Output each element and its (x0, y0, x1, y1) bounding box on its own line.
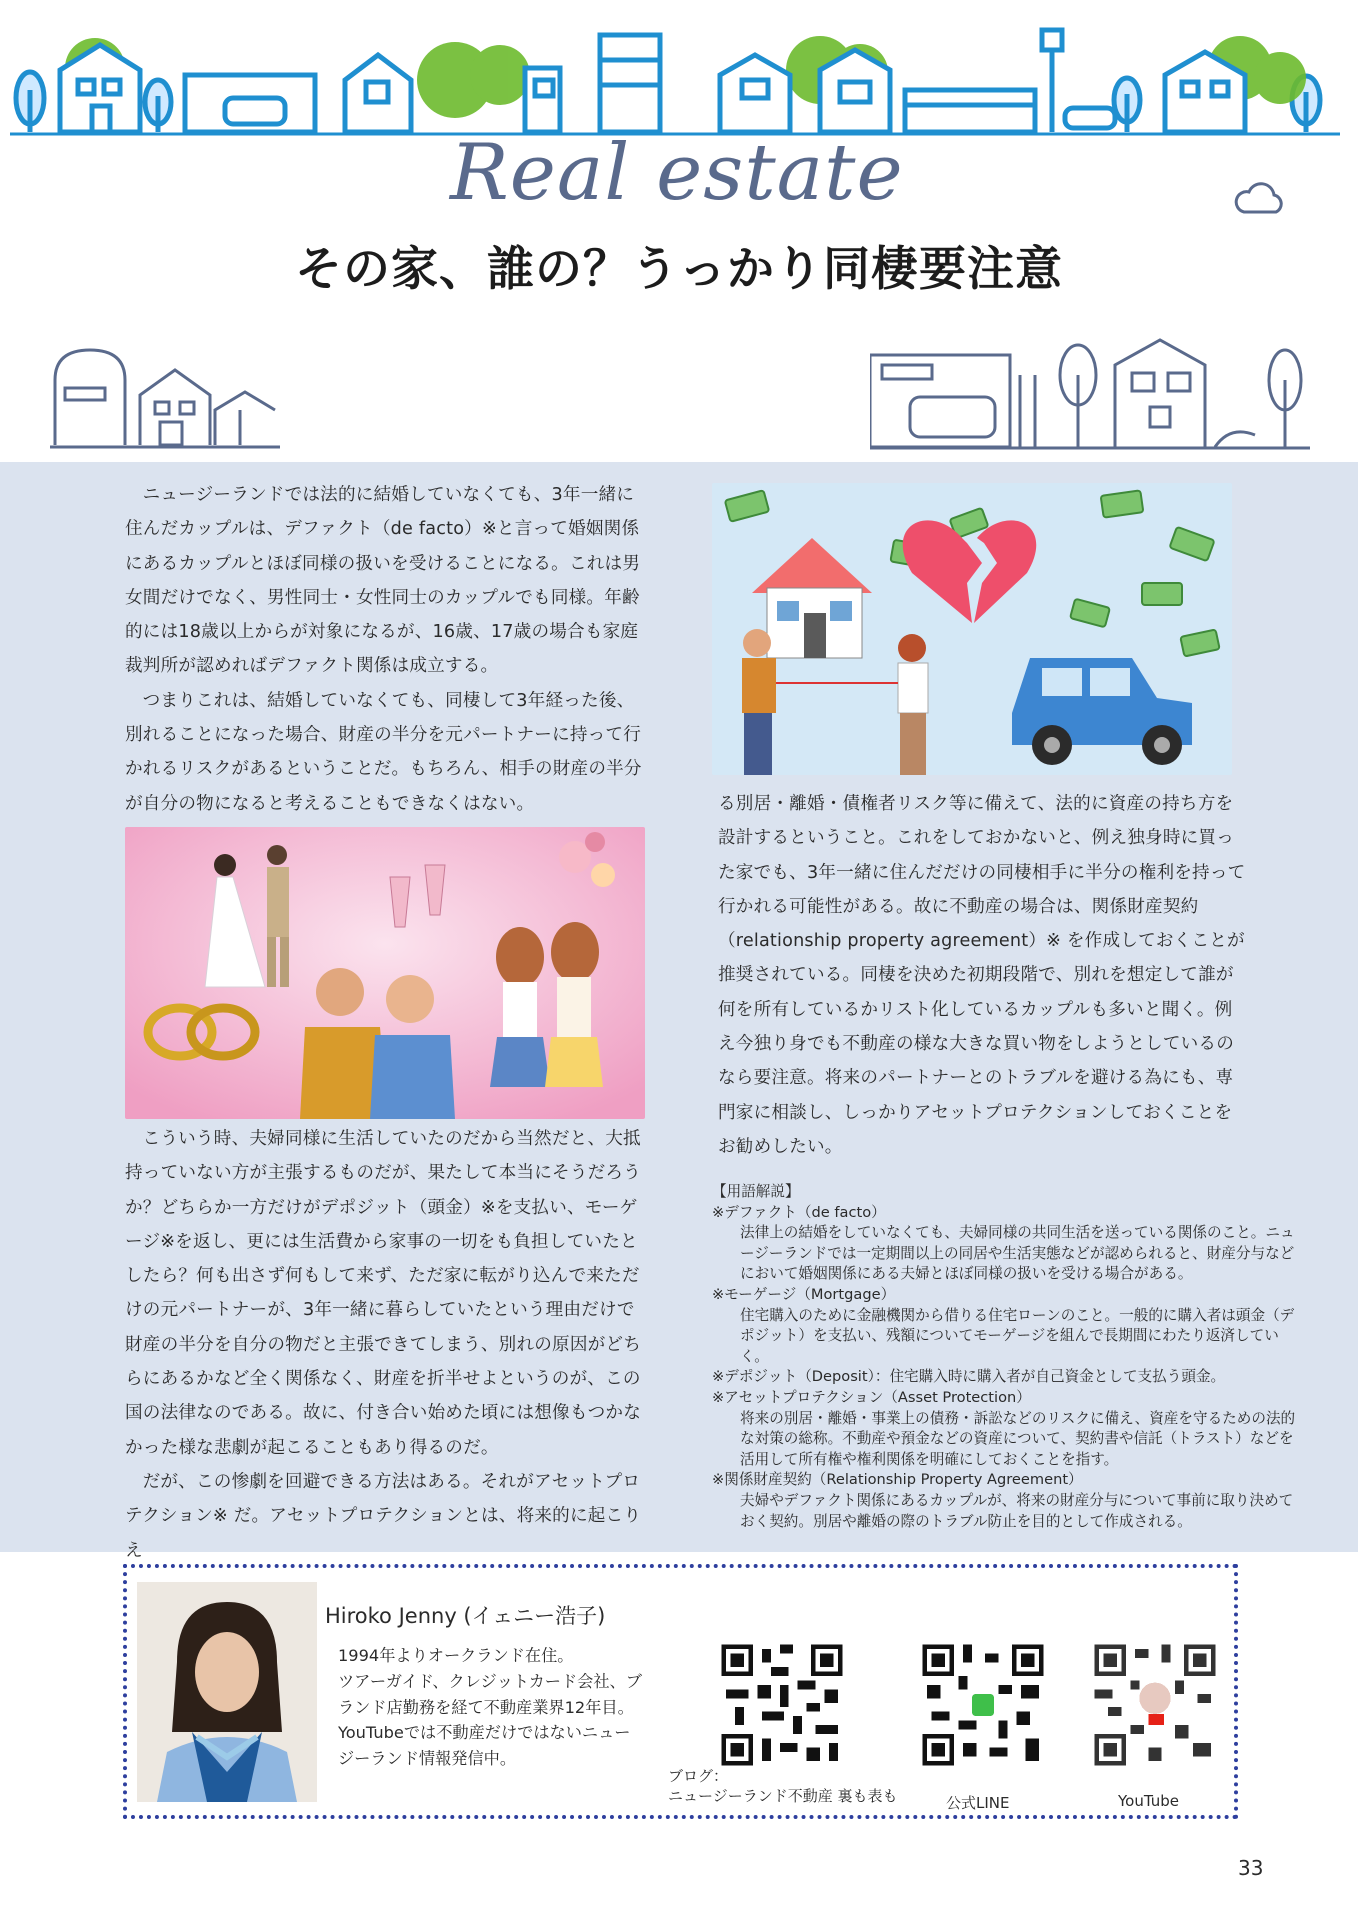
cloud-icon (1232, 178, 1286, 218)
glossary-definition: 夫婦やデファクト関係にあるカップルが、将来の財産分与について事前に取り決めておく契約。別居や離婚の際のトラブル防止を目的として作成される。 (740, 1491, 1294, 1530)
author-bio-line: 1994年よりオークランド在住。 (338, 1646, 574, 1665)
youtube-logo-icon (1148, 1714, 1164, 1725)
glossary-heading: 【用語解説】 (712, 1183, 800, 1200)
section-script-title: Real estate (450, 128, 904, 218)
youtube-qr-label: YouTube (1118, 1792, 1179, 1810)
skyline-illustration (0, 20, 1358, 140)
glossary-term: ※アセットプロテクション（Asset Protection） (712, 1388, 1031, 1406)
line-logo-icon (972, 1694, 994, 1716)
article-paragraph: ニュージーランドでは法的に結婚していなくても、3年一緒に住んだカップルは、デファクト（de facto）※と言って婚姻関係にあるカップルとほぼ同様の扱いを受けることになる。これは男女間だけでなく、男性同士・女性同士のカップルでも同様。年齢的には18歳以上からが対象になるが、16歳、17歳の場合も家庭裁判所が認めればデファクト関係は成立する。 (125, 485, 641, 677)
house-breakup-illustration (712, 483, 1232, 775)
glossary (712, 1182, 1302, 1532)
author-name: Hiroko Jenny (イェニー浩子) (325, 1604, 606, 1628)
blog-label-line2: ニュージーランド不動産 裏も表も (668, 1787, 898, 1805)
article-column-left-continued (125, 1122, 645, 1568)
avatar (1139, 1683, 1170, 1714)
house-outline-illustration-right (870, 335, 1310, 450)
article-column-right (718, 787, 1248, 1164)
glossary-term: ※デファクト（de facto） (712, 1203, 886, 1221)
line-qr-label: 公式LINE (946, 1794, 1010, 1812)
author-bio-line: ジーランド情報発信中。 (338, 1749, 517, 1769)
author-bio (338, 1643, 668, 1772)
glossary-definition: 住宅購入のために金融機関から借りる住宅ローンのこと。一般的に購入者は頭金（デポジット）を支払い、残額についてモーゲージを組んで長期間にわたり返済していく。 (740, 1306, 1295, 1365)
blog-qr-label (668, 1766, 897, 1806)
article-column-left (125, 478, 645, 821)
blog-label-line1: ブログ： (668, 1767, 729, 1785)
blog-qr-code[interactable] (717, 1640, 847, 1770)
author-bio-line: ランド店勤務を経て不動産業界12年目。 (338, 1697, 634, 1717)
article-paragraph: だが、この惨劇を回避できる方法はある。それがアセットプロテクション※ だ。アセットプロテクションとは、将来的に起こりえ (125, 1471, 642, 1561)
glossary-term: ※関係財産契約（Relationship Property Agreement） (712, 1471, 1083, 1489)
article-headline: その家、誰の？うっかり同棲要注意 (295, 242, 1063, 297)
page-number: 33 (1238, 1856, 1264, 1880)
article-paragraph: こういう時、夫婦同様に生活していたのだから当然だと、大抵持っていない方が主張するものだが、果たして本当にそうだろうか？どちらか一方だけがデポジット（頭金）※を支払い、モーゲージ※を返し、更には生活費から家事の一切をも負担していたとしたら？何も出さず何もして来ず、ただ家に転がり込んで来ただけの元パートナーが、3年一緒に暮らしていたという理由だけで財産の半分を自分の物だと主張できてしまう、別れの原因がどちらにあるかなど全く関係なく、財産を折半せよというのが、この国の法律なのである。故に、付き合い始めた頃には想像もつかなかった様な悲劇が起こることもあり得るのだ。 (125, 1129, 642, 1458)
glossary-term: ※モーゲージ（Mortgage） (712, 1285, 896, 1303)
glossary-definition: 法律上の結婚をしていなくても、夫婦同様の共同生活を送っている関係のこと。ニュージーランドでは一定期間以上の同居や生活実態などが認められると、財産分与などにおいて婚姻関係にある夫婦とほぼ同様の扱いを受ける場合がある。 (740, 1224, 1295, 1283)
youtube-qr-code[interactable] (1090, 1640, 1220, 1770)
article-paragraph: る別居・離婚・債権者リスク等に備えて、法的に資産の持ち方を設計するということ。これをしておかないと、例え独身時に買った家でも、3年一緒に住んだだけの同棲相手に半分の権利を持って行かれる可能性がある。故に不動産の場合は、関係財産契約（relationship property agreement）※ を作成しておくことが推奨されている。同棲を決めた初期段階で、別れを想定して誰が何を所有しているかリスト化しているカップルも多いと聞く。例え今独り身でも不動産の様な大きな買い物をしようとしているのなら要注意。将来のパートナーとのトラブルを避ける為にも、専門家に相談し、しっかりアセットプロテクションしておくことをお勧めしたい。 (718, 794, 1246, 1157)
line-qr-code[interactable] (918, 1640, 1048, 1770)
glossary-definition: 将来の別居・離婚・事業上の債務・訴訟などのリスクに備え、資産を守るための法的な対策の総称。不動産や預金などの資産について、契約書や信託（トラスト）などを活用して所有権や権利関係を明確にしておくことを指す。 (740, 1409, 1296, 1468)
author-bio-line: ツアーガイド、クレジットカード会社、ブ (338, 1671, 642, 1691)
couples-illustration (125, 827, 645, 1119)
house-outline-illustration-left (50, 340, 280, 450)
author-portrait (137, 1582, 317, 1802)
author-bio-line: YouTubeでは不動産だけではないニュー (338, 1723, 631, 1743)
glossary-term: ※デポジット（Deposit）：住宅購入時に購入者が自己資金として支払う頭金。 (712, 1368, 1226, 1386)
article-paragraph: つまりこれは、結婚していなくても、同棲して3年経った後、別れることになった場合、財産の半分を元パートナーに持って行かれるリスクがあるということだ。もちろん、相手の財産の半分が自分の物になると考えることもできなくはない。 (125, 690, 642, 814)
